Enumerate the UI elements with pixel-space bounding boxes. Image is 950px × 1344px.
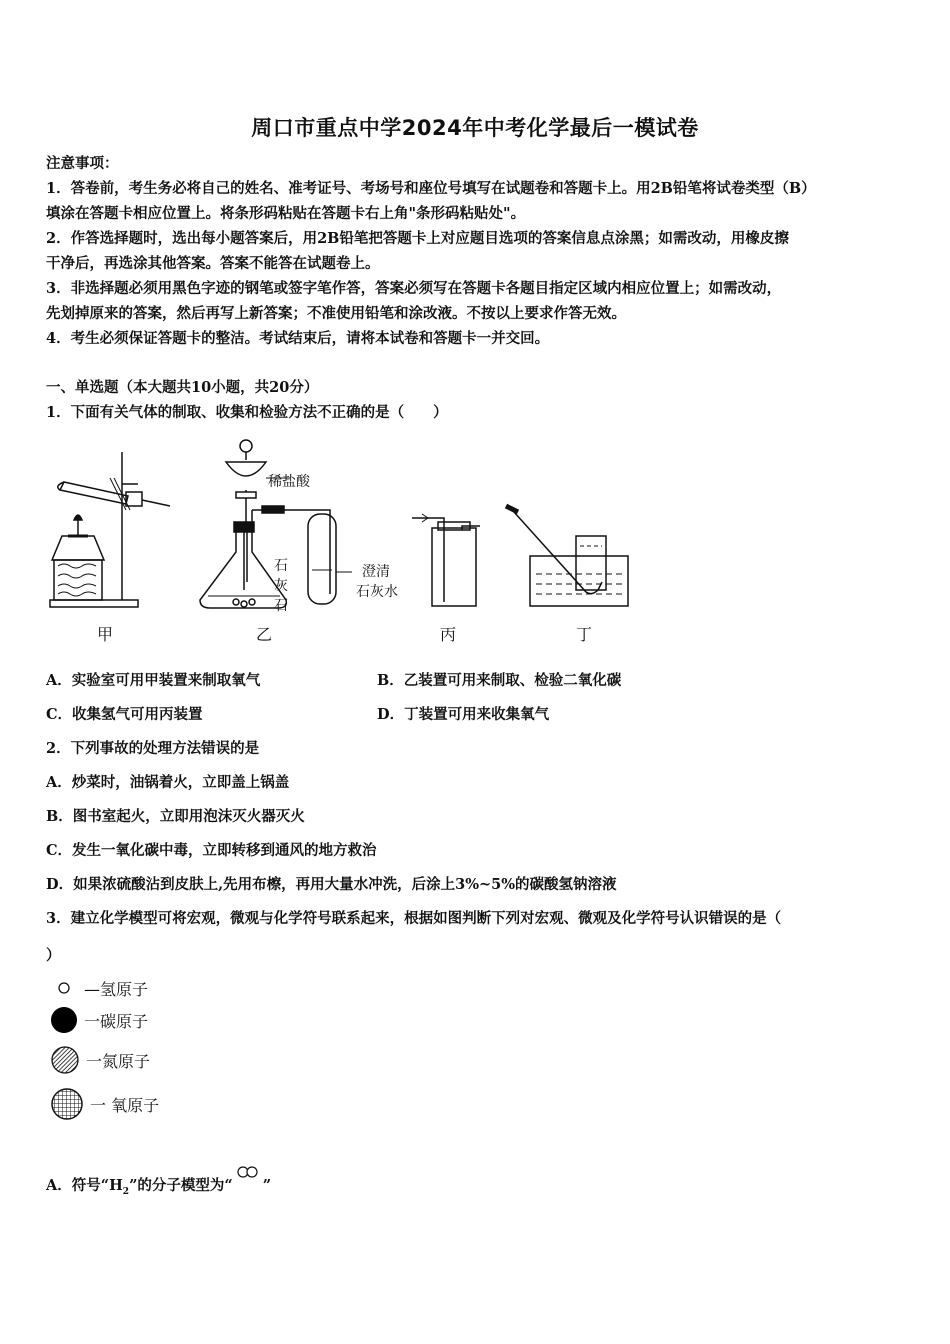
legend-hydrogen	[50, 973, 148, 1003]
legend-label: 一碳原子	[84, 1011, 149, 1031]
apparatus-ding	[506, 506, 628, 606]
notice-line: 1．答卷前，考生务必将自己的姓名、准考证号、考场号和座位号填写在试题卷和答题卡上。用2B铅笔将试卷类型（B）	[46, 180, 816, 197]
q1-option-d[interactable]: D．丁装置可用来收集氧气	[377, 706, 550, 723]
q3-option-a[interactable]	[46, 1174, 271, 1197]
question-2-stem: 2．下列事故的处理方法错误的是	[46, 740, 260, 757]
notice-line: 干净后，再选涂其他答案。答案不能答在试题卷上。	[46, 255, 380, 272]
notice-line: 3．非选择题必须用黑色字迹的钢笔或签字笔作答，答案必须写在答题卡各题目指定区域内相应位置上；如需改动，	[46, 280, 782, 297]
q2-option-b[interactable]: B．图书室起火，立即用泡沫灭火器灭火	[46, 808, 305, 825]
figure-caption-ding: 丁	[576, 625, 593, 644]
notice-line: 4．考生必须保证答题卡的整洁。考试结束后，请将本试卷和答题卡一并交回。	[46, 330, 550, 347]
h2-molecule-icon	[233, 1162, 263, 1182]
apparatus-jia	[50, 452, 170, 607]
q2-option-d[interactable]: D．如果浓硫酸沾到皮肤上,先用布檫，再用大量水冲洗，后涂上3%~5%的碳酸氢钠溶液	[46, 876, 617, 893]
q1-option-a[interactable]: A．实验室可用甲装置来制取氧气	[46, 672, 261, 689]
question-1-stem: 1．下面有关气体的制取、收集和检验方法不正确的是（ ）	[46, 404, 448, 421]
figure-caption-jia: 甲	[97, 625, 114, 644]
q1-option-c[interactable]: C．收集氢气可用丙装置	[46, 706, 203, 723]
figure-caption-bing: 丙	[440, 625, 457, 644]
q2-option-a[interactable]: A．炒菜时，油锅着火，立即盖上锅盖	[46, 774, 290, 791]
option-a-prefix: A．符号“H	[46, 1177, 123, 1194]
notice-line: 先划掉原来的答案，然后再写上新答案；不准使用铅笔和涂改液。不按以上要求作答无效。	[46, 305, 626, 322]
option-a-subscript: 2	[122, 1186, 130, 1197]
option-a-mid: ”的分子模型为“	[129, 1177, 233, 1194]
hydrogen-atom-icon	[50, 974, 78, 1002]
notice-line: 2．作答选择题时，选出每小题答案后，用2B铅笔把答题卡上对应题目选项的答案信息点涂黑；如需改动，用橡皮擦	[46, 230, 789, 247]
legend-label: —氢原子	[84, 979, 149, 999]
notice-line: 填涂在答题卡相应位置上。将条形码粘贴在答题卡右上角"条形码粘贴处"。	[46, 205, 526, 222]
option-a-end: ”	[262, 1177, 272, 1194]
label-limestone-2: 灰	[274, 578, 288, 594]
question-3-stem: 3．建立化学模型可将宏观，微观与化学符号联系起来，根据如图判断下列对宏观、微观及化学符号认识错误的是（	[46, 910, 782, 927]
legend-label: 一氮原子	[86, 1051, 151, 1071]
label-limewater-2: 石灰水	[356, 584, 398, 600]
q1-option-b[interactable]: B．乙装置可用来制取、检验二氧化碳	[377, 672, 622, 689]
legend-carbon	[50, 1005, 148, 1035]
q2-option-c[interactable]: C．发生一氧化碳中毒，立即转移到通风的地方救治	[46, 842, 377, 859]
label-dilute-acid: 稀盐酸	[268, 474, 310, 490]
oxygen-atom-icon	[50, 1087, 84, 1121]
label-limestone-1: 石	[274, 558, 288, 574]
legend-label: 一 氧原子	[90, 1095, 160, 1115]
legend-oxygen	[50, 1089, 159, 1119]
section-heading: 一、单选题（本大题共10小题，共20分）	[46, 379, 319, 396]
notice-heading: 注意事项：	[46, 155, 119, 172]
apparatus-figure	[40, 432, 640, 647]
label-limewater-1: 澄清	[362, 564, 390, 580]
question-3-stem-end: ）	[46, 947, 61, 964]
nitrogen-atom-icon	[50, 1045, 80, 1075]
apparatus-bing	[412, 514, 480, 606]
page-title: 周口市重点中学2024年中考化学最后一模试卷	[251, 116, 699, 140]
label-limestone-3: 石	[274, 598, 288, 614]
legend-nitrogen	[50, 1045, 150, 1075]
carbon-atom-icon	[50, 1006, 78, 1034]
figure-caption-yi: 乙	[256, 625, 273, 644]
